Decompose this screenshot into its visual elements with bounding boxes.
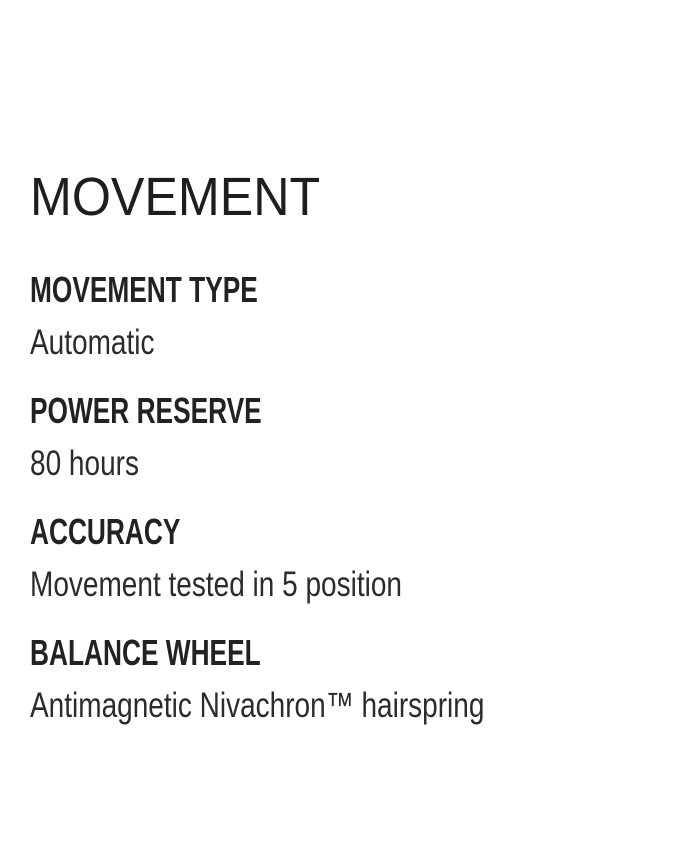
spec-value	[30, 446, 700, 481]
spec-item-balance-wheel	[30, 632, 700, 725]
section-title-text: MOVEMENT	[30, 167, 321, 227]
spec-item-movement-type	[30, 269, 700, 362]
spec-label-text: MOVEMENT TYPE	[30, 269, 258, 310]
spec-value	[30, 325, 700, 360]
spec-label-text: ACCURACY	[30, 511, 181, 552]
spec-label	[30, 390, 700, 431]
spec-value-text: Antimagnetic Nivachron™ hairspring	[30, 686, 485, 725]
spec-item-accuracy	[30, 511, 700, 604]
spec-label-text: POWER RESERVE	[30, 390, 262, 431]
spec-item-power-reserve	[30, 390, 700, 483]
spec-value-text: Movement tested in 5 position	[30, 565, 402, 604]
spec-value	[30, 567, 700, 602]
spec-label	[30, 511, 700, 552]
spec-label	[30, 269, 700, 310]
spec-value-text: 80 hours	[30, 444, 139, 483]
spec-label	[30, 632, 700, 673]
spec-value-text: Automatic	[30, 323, 155, 362]
section-title	[30, 167, 700, 227]
spec-value	[30, 688, 700, 723]
spec-label-text: BALANCE WHEEL	[30, 632, 261, 673]
